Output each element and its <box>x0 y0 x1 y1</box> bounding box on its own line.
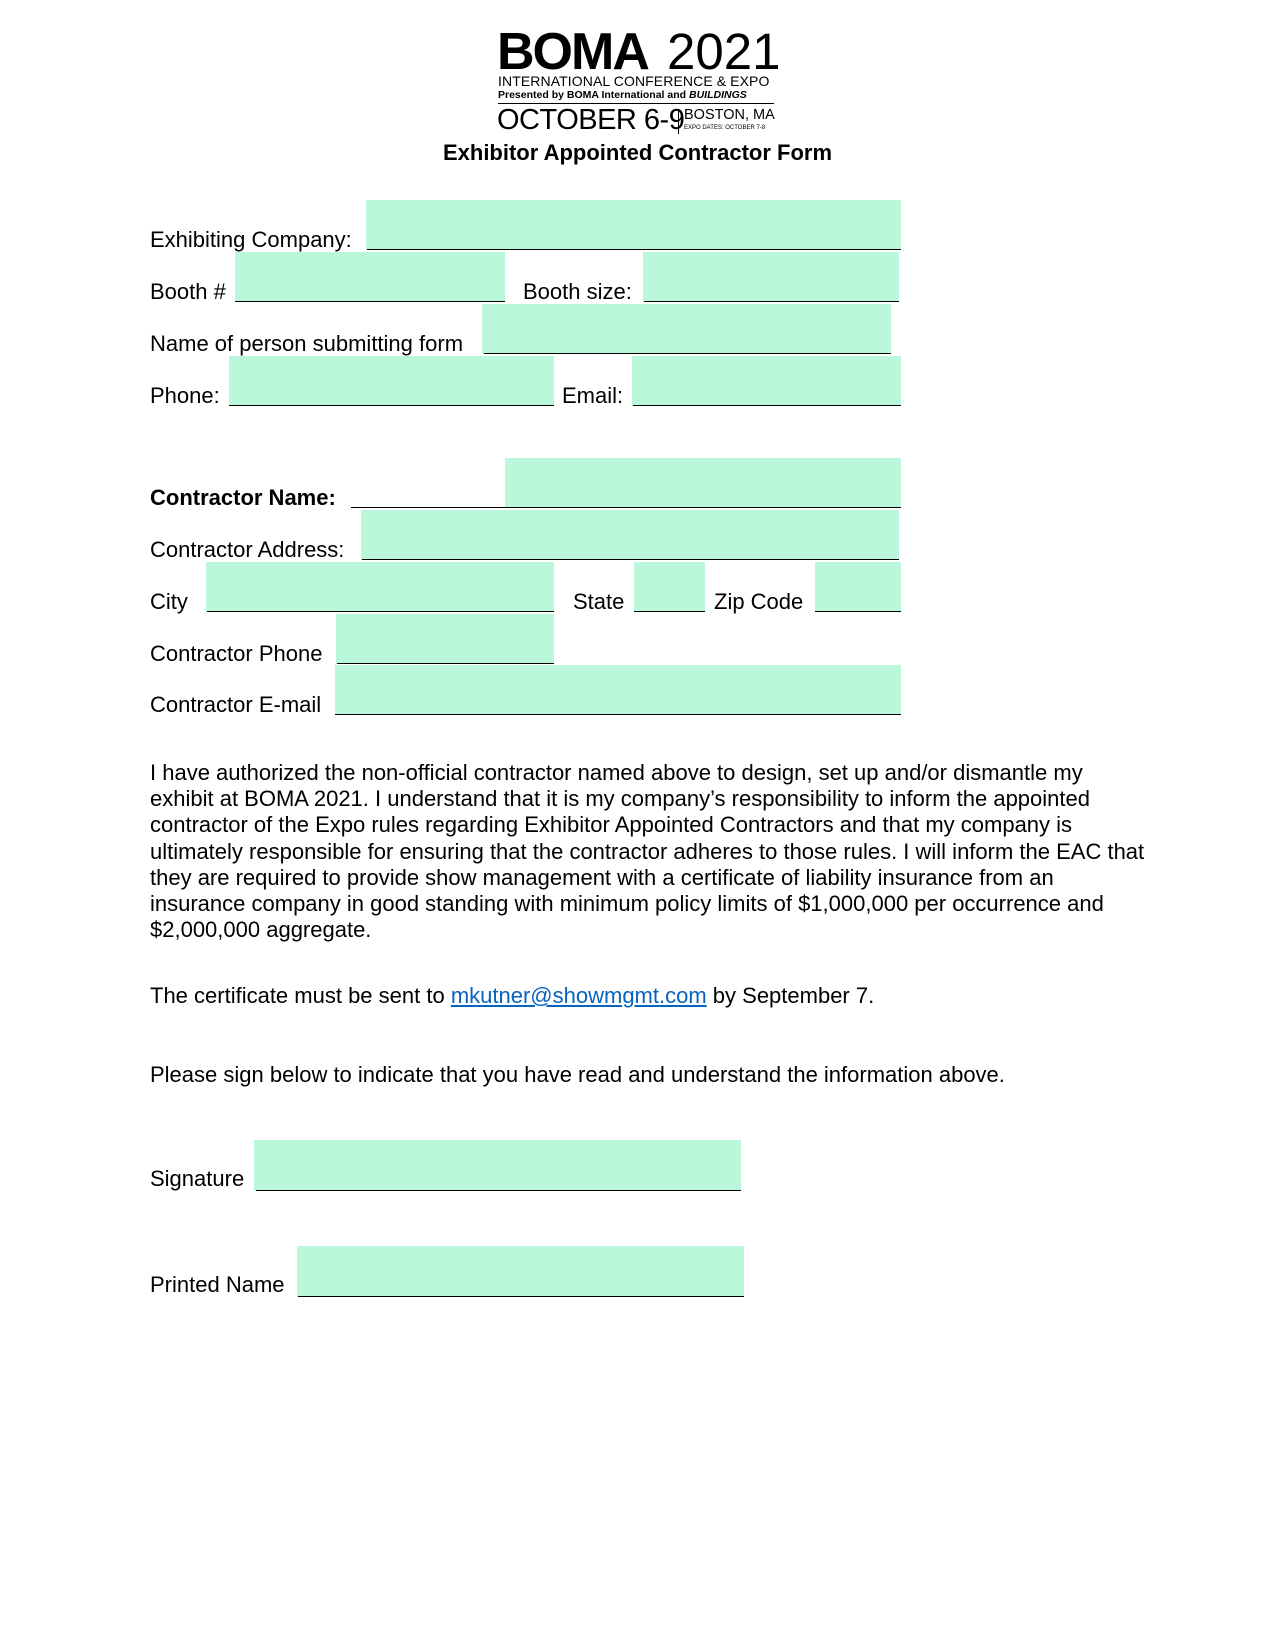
phone-underline <box>229 405 554 406</box>
authorization-paragraph: I have authorized the non-official contractor named above to design, set up and/or dismantle my exhibit at BOMA 2021. I understand that it is my company’s responsibility to inform the appointed contractor of the Expo rules regarding Exhibitor Appointed Contractors and that my company is ultimately responsible for ensuring that the contractor adheres to those rules. I will inform the EAC that they are required to provide show management with a certificate of liability insurance from an insurance company in good standing with minimum policy limits of $1,000,000 per occurrence and $2,000,000 aggregate. <box>150 760 1145 943</box>
contractor-address-underline <box>362 559 899 560</box>
email-underline <box>633 405 901 406</box>
signature-label: Signature <box>150 1166 245 1191</box>
certificate-paragraph <box>150 983 1150 1009</box>
city-field[interactable] <box>206 562 554 612</box>
contractor-name-label: Contractor Name: <box>150 485 336 510</box>
state-field[interactable] <box>634 562 705 612</box>
phone-label: Phone: <box>150 383 220 408</box>
certificate-email-link[interactable]: mkutner@showmgmt.com <box>450 983 707 1008</box>
contractor-name-field[interactable] <box>505 458 901 508</box>
logo-location: BOSTON, MA <box>684 107 775 123</box>
phone-field[interactable] <box>229 356 554 406</box>
exhibiting-company-field[interactable] <box>366 200 901 250</box>
logo-expo-dates: EXPO DATES: OCTOBER 7-8 <box>684 125 766 131</box>
city-label: City <box>150 589 188 614</box>
booth-number-label: Booth # <box>150 279 226 304</box>
exhibiting-company-underline <box>367 249 901 250</box>
signature-field[interactable] <box>254 1140 741 1191</box>
printed-name-underline <box>298 1296 744 1297</box>
booth-size-label: Booth size: <box>523 279 632 304</box>
contractor-email-underline <box>335 714 901 715</box>
exhibiting-company-label: Exhibiting Company: <box>150 227 352 252</box>
booth-size-underline <box>644 301 899 302</box>
booth-size-field[interactable] <box>643 252 899 302</box>
booth-number-underline <box>235 301 505 302</box>
logo-partner: BUILDINGS <box>688 89 747 101</box>
email-field[interactable] <box>632 356 901 406</box>
logo-separator <box>678 110 679 134</box>
contractor-email-field[interactable] <box>335 665 901 715</box>
certificate-prefix: The certificate must be sent to <box>150 983 445 1008</box>
printed-name-field[interactable] <box>297 1246 744 1297</box>
contractor-phone-underline <box>337 663 554 664</box>
booth-number-field[interactable] <box>235 252 505 302</box>
zip-code-label: Zip Code <box>714 589 804 614</box>
signature-underline <box>256 1190 741 1191</box>
contractor-phone-field[interactable] <box>336 614 554 664</box>
contractor-name-underline <box>351 507 901 508</box>
email-label: Email: <box>562 383 624 408</box>
state-underline <box>634 611 705 612</box>
contractor-address-field[interactable] <box>361 510 899 560</box>
contractor-phone-label: Contractor Phone <box>150 641 323 666</box>
sign-instruction: Please sign below to indicate that you have read and understand the information above. <box>150 1062 1005 1087</box>
submitter-name-underline <box>484 353 891 354</box>
boma-2021-logo <box>497 23 787 136</box>
zip-code-underline <box>815 611 901 612</box>
logo-dates: OCTOBER 6-9 <box>497 104 685 136</box>
submitter-name-label: Name of person submitting form <box>150 331 464 356</box>
contractor-address-label: Contractor Address: <box>150 537 345 562</box>
logo-conference: INTERNATIONAL CONFERENCE & EXPO <box>498 73 770 89</box>
contractor-email-label: Contractor E-mail <box>150 692 322 717</box>
submitter-name-field[interactable] <box>482 304 891 354</box>
form-title: Exhibitor Appointed Contractor Form <box>442 140 833 165</box>
logo-year: 2021 <box>667 23 781 80</box>
city-underline <box>207 611 554 612</box>
certificate-suffix: by September 7. <box>712 983 875 1008</box>
zip-code-field[interactable] <box>815 562 901 612</box>
logo-brand: BOMA <box>497 23 648 81</box>
logo-presented-by: Presented by BOMA International and BUILDINGS <box>498 89 747 101</box>
printed-name-label: Printed Name <box>150 1272 285 1297</box>
state-label: State <box>573 589 625 614</box>
